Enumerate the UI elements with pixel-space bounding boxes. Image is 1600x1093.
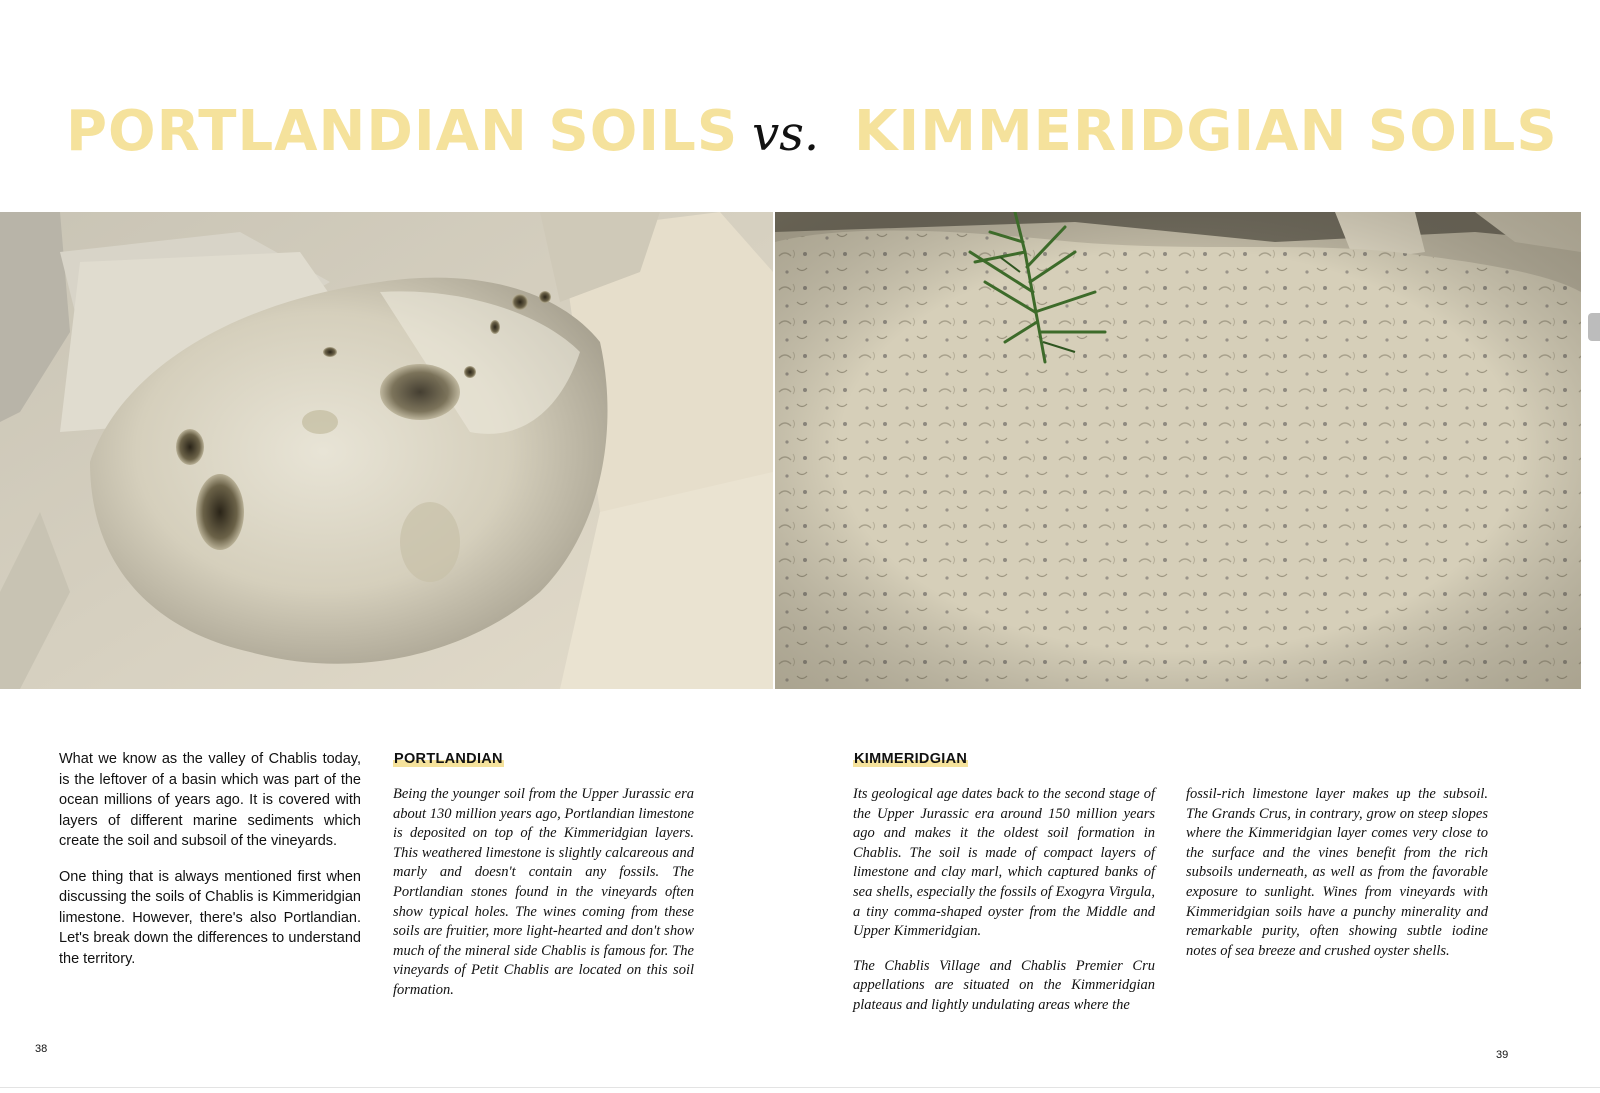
title-vs: vs. bbox=[752, 106, 820, 162]
page-number-right: 39 bbox=[1496, 1049, 1509, 1061]
portlandian-paragraph: Being the younger soil from the Upper Jurassic era about 130 million years ago, Portlandian limestone is deposited on top of the Kimmeridgian layers. This weathered limestone is slightly calcareous and marly and doesn't contain any fossils. The Portlandian stones found in the vineyards often show typical holes. The wines coming from these soils are fruitier, more light-hearted and don't show much of the mineral side Chablis is famous for. The vineyards of Petit Chablis are located on this soil formation. bbox=[393, 786, 694, 998]
kimmeridgian-paragraph-1: Its geological age dates back to the second stage of the Upper Jurassic era around 150 million years ago and makes it the oldest soil formation in Chablis. The soil is made of compact layers of limestone and clay marl, which captured banks of sea shells, especially the fossils of Exogyra Virgula, a tiny comma-shaped oyster from the Middle and Upper Kimmeridgian. bbox=[853, 786, 1155, 940]
page-bottom-divider bbox=[0, 1087, 1600, 1088]
portlandian-stone-photo bbox=[0, 212, 773, 689]
page-number-left: 38 bbox=[35, 1043, 48, 1055]
title-kimmeridgian-soils: KIMMERIDGIAN SOILS bbox=[854, 99, 1558, 164]
title-left-text: PORTLANDIAN SOILS bbox=[66, 99, 739, 164]
intro-paragraph-1: What we know as the valley of Chablis today, is the leftover of a basin which was part of the ocean millions of years ago. It is covered with layers of different marine sediments which create the soil and subsoil of the vineyards. bbox=[59, 751, 361, 849]
portlandian-heading: PORTLANDIAN bbox=[394, 751, 503, 767]
kimmeridgian-body-col1 bbox=[853, 785, 1155, 1031]
intro-text bbox=[59, 749, 361, 984]
portlandian-body bbox=[393, 785, 694, 1016]
title-portlandian-soils bbox=[66, 99, 820, 164]
scrollbar-handle[interactable] bbox=[1588, 313, 1600, 341]
kimmeridgian-body-col2 bbox=[1186, 785, 1488, 976]
intro-paragraph-2: One thing that is always mentioned first when discussing the soils of Chablis is Kimmeridgian limestone. However, there's also Portlandian. Let's break down the differences to understand the territory. bbox=[59, 868, 361, 967]
kimmeridgian-paragraph-3: fossil-rich limestone layer makes up the subsoil. The Grands Crus, in contrary, grow on steep slopes where the Kimmeridgian layer comes very close to the surface and the vines benefit from the rich subsoils underneath, as well as from the favorable exposure to sunlight. Wines from vineyards with Kimmeridgian soils have a punchy minerality and remarkable purity, often showing subtle iodine notes of sea breeze and crushed oyster shells. bbox=[1186, 786, 1488, 959]
kimmeridgian-stone-photo bbox=[775, 212, 1581, 689]
kimmeridgian-heading: KIMMERIDGIAN bbox=[854, 751, 968, 767]
kimmeridgian-paragraph-2: The Chablis Village and Chablis Premier Cru appellations are situated on the Kimmeridgian plateaus and lightly undulating areas where the bbox=[853, 957, 1155, 1013]
